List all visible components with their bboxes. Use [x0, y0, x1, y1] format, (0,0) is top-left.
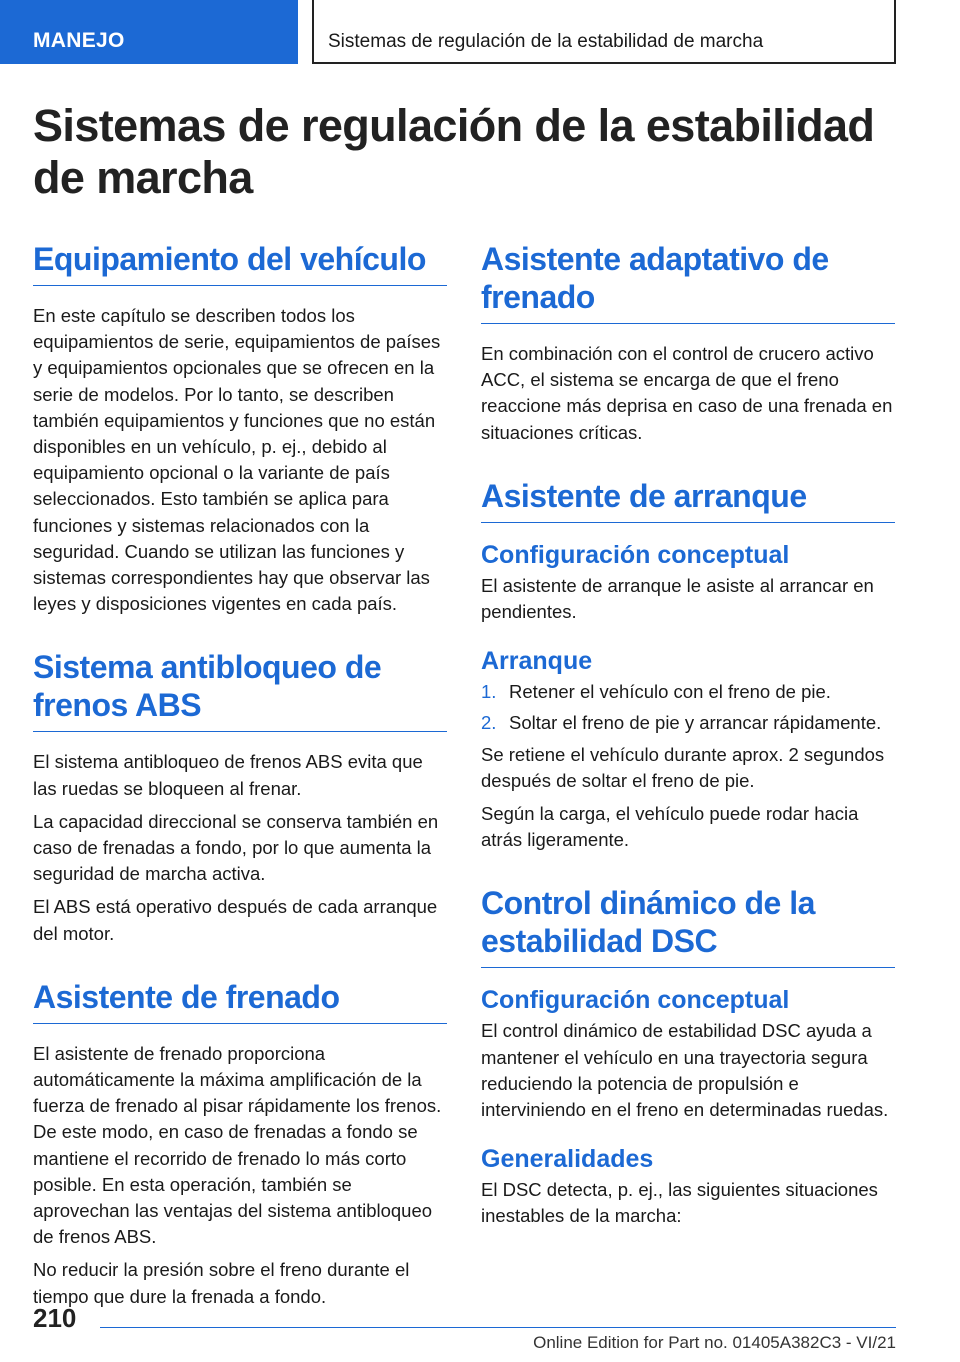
paragraph: La capacidad direccional se conserva también en caso de frenadas a fondo, por lo que aumenta la seguridad de marcha activa. [33, 810, 439, 885]
paragraph: En este capítulo se describen todos los equipamientos de serie, equipamientos de países y equipamientos opcionales que se ofrecen en la serie de modelos. Por lo tanto, se describen también equipamientos y funciones que no están disponibles en un vehículo, p. ej., debido al equipamiento opcional o la variante de país seleccionados. Esto también se aplica para funciones y sistemas relacionados con la seguridad. Cuando se utilizan las funciones y sistemas correspondientes hay que observar las leyes y disposiciones vigentes en cada país. [33, 305, 441, 615]
paragraph: Se retiene el vehículo durante aprox. 2 segundos después de soltar el freno de pie. [481, 743, 885, 791]
subheading-configuracion: Configuración conceptual [481, 986, 790, 1015]
step-text: Retener el vehículo con el freno de pie. [509, 681, 831, 703]
heading-asistente-arranque: Asistente de arranque [481, 477, 895, 523]
subheading-configuracion: Configuración conceptual [481, 540, 790, 569]
chapter-tab: MANEJO [0, 0, 298, 64]
section-header: Sistemas de regulación de la estabilidad de marcha [312, 0, 896, 64]
step-text: Soltar el freno de pie y arrancar rápidamente. [509, 712, 882, 734]
list-item [481, 679, 895, 705]
page-number: 210 [33, 1303, 77, 1333]
paragraph: El asistente de arranque le asiste al arrancar en pendientes. [481, 574, 874, 623]
paragraph: En combinación con el control de crucero activo ACC, el sistema se encarga de que el freno reaccione más deprisa en caso de una frenada en situaciones críticas. [481, 343, 893, 443]
steps-list [481, 679, 895, 736]
paragraph: Según la carga, el vehículo puede rodar hacia atrás ligeramente. [481, 803, 859, 851]
paragraph: No reducir la presión sobre el freno durante el tiempo que dure la frenada a fondo. [33, 1259, 410, 1307]
subheading-arranque: Arranque [481, 647, 593, 676]
step-number: 1. [481, 681, 497, 703]
heading-abs: Sistema antibloqueo de frenos ABS [33, 648, 447, 732]
footer-divider [100, 1327, 896, 1328]
left-column [33, 240, 447, 1317]
heading-asistente-frenado: Asistente de frenado [33, 978, 447, 1024]
right-column [481, 240, 895, 1237]
paragraph: El asistente de frenado proporciona automáticamente la máxima amplificación de la fuerza de frenado al pisar rápidamente los frenos. De este modo, en caso de frenadas a fondo se mantiene el recorrido de frenado lo más corto posible. En esta operación, también se aprovechan las ventajas del sistema antibloqueo de frenos ABS. [33, 1042, 442, 1248]
heading-asistente-adaptativo: Asistente adaptativo de frenado [481, 240, 895, 324]
page-title: Sistemas de regulación de la estabilidad de marcha [33, 100, 875, 203]
paragraph: El sistema antibloqueo de frenos ABS evita que las ruedas se bloqueen al frenar. [33, 751, 423, 799]
paragraph: El DSC detecta, p. ej., las siguientes situaciones inestables de la marcha: [481, 1179, 878, 1227]
edition-note: Online Edition for Part no. 01405A382C3 - VI/21 [533, 1333, 896, 1352]
heading-equipamiento: Equipamiento del vehículo [33, 240, 447, 286]
list-item [481, 710, 895, 736]
heading-dsc: Control dinámico de la estabilidad DSC [481, 884, 895, 968]
paragraph: El ABS está operativo después de cada arranque del motor. [33, 896, 438, 944]
step-number: 2. [481, 712, 497, 734]
paragraph: El control dinámico de estabilidad DSC ayuda a mantener el vehículo en una trayectoria segura reduciendo la potencia de propulsión e interviniendo en el freno en determinadas ruedas. [481, 1020, 889, 1121]
subheading-generalidades: Generalidades [481, 1145, 654, 1174]
